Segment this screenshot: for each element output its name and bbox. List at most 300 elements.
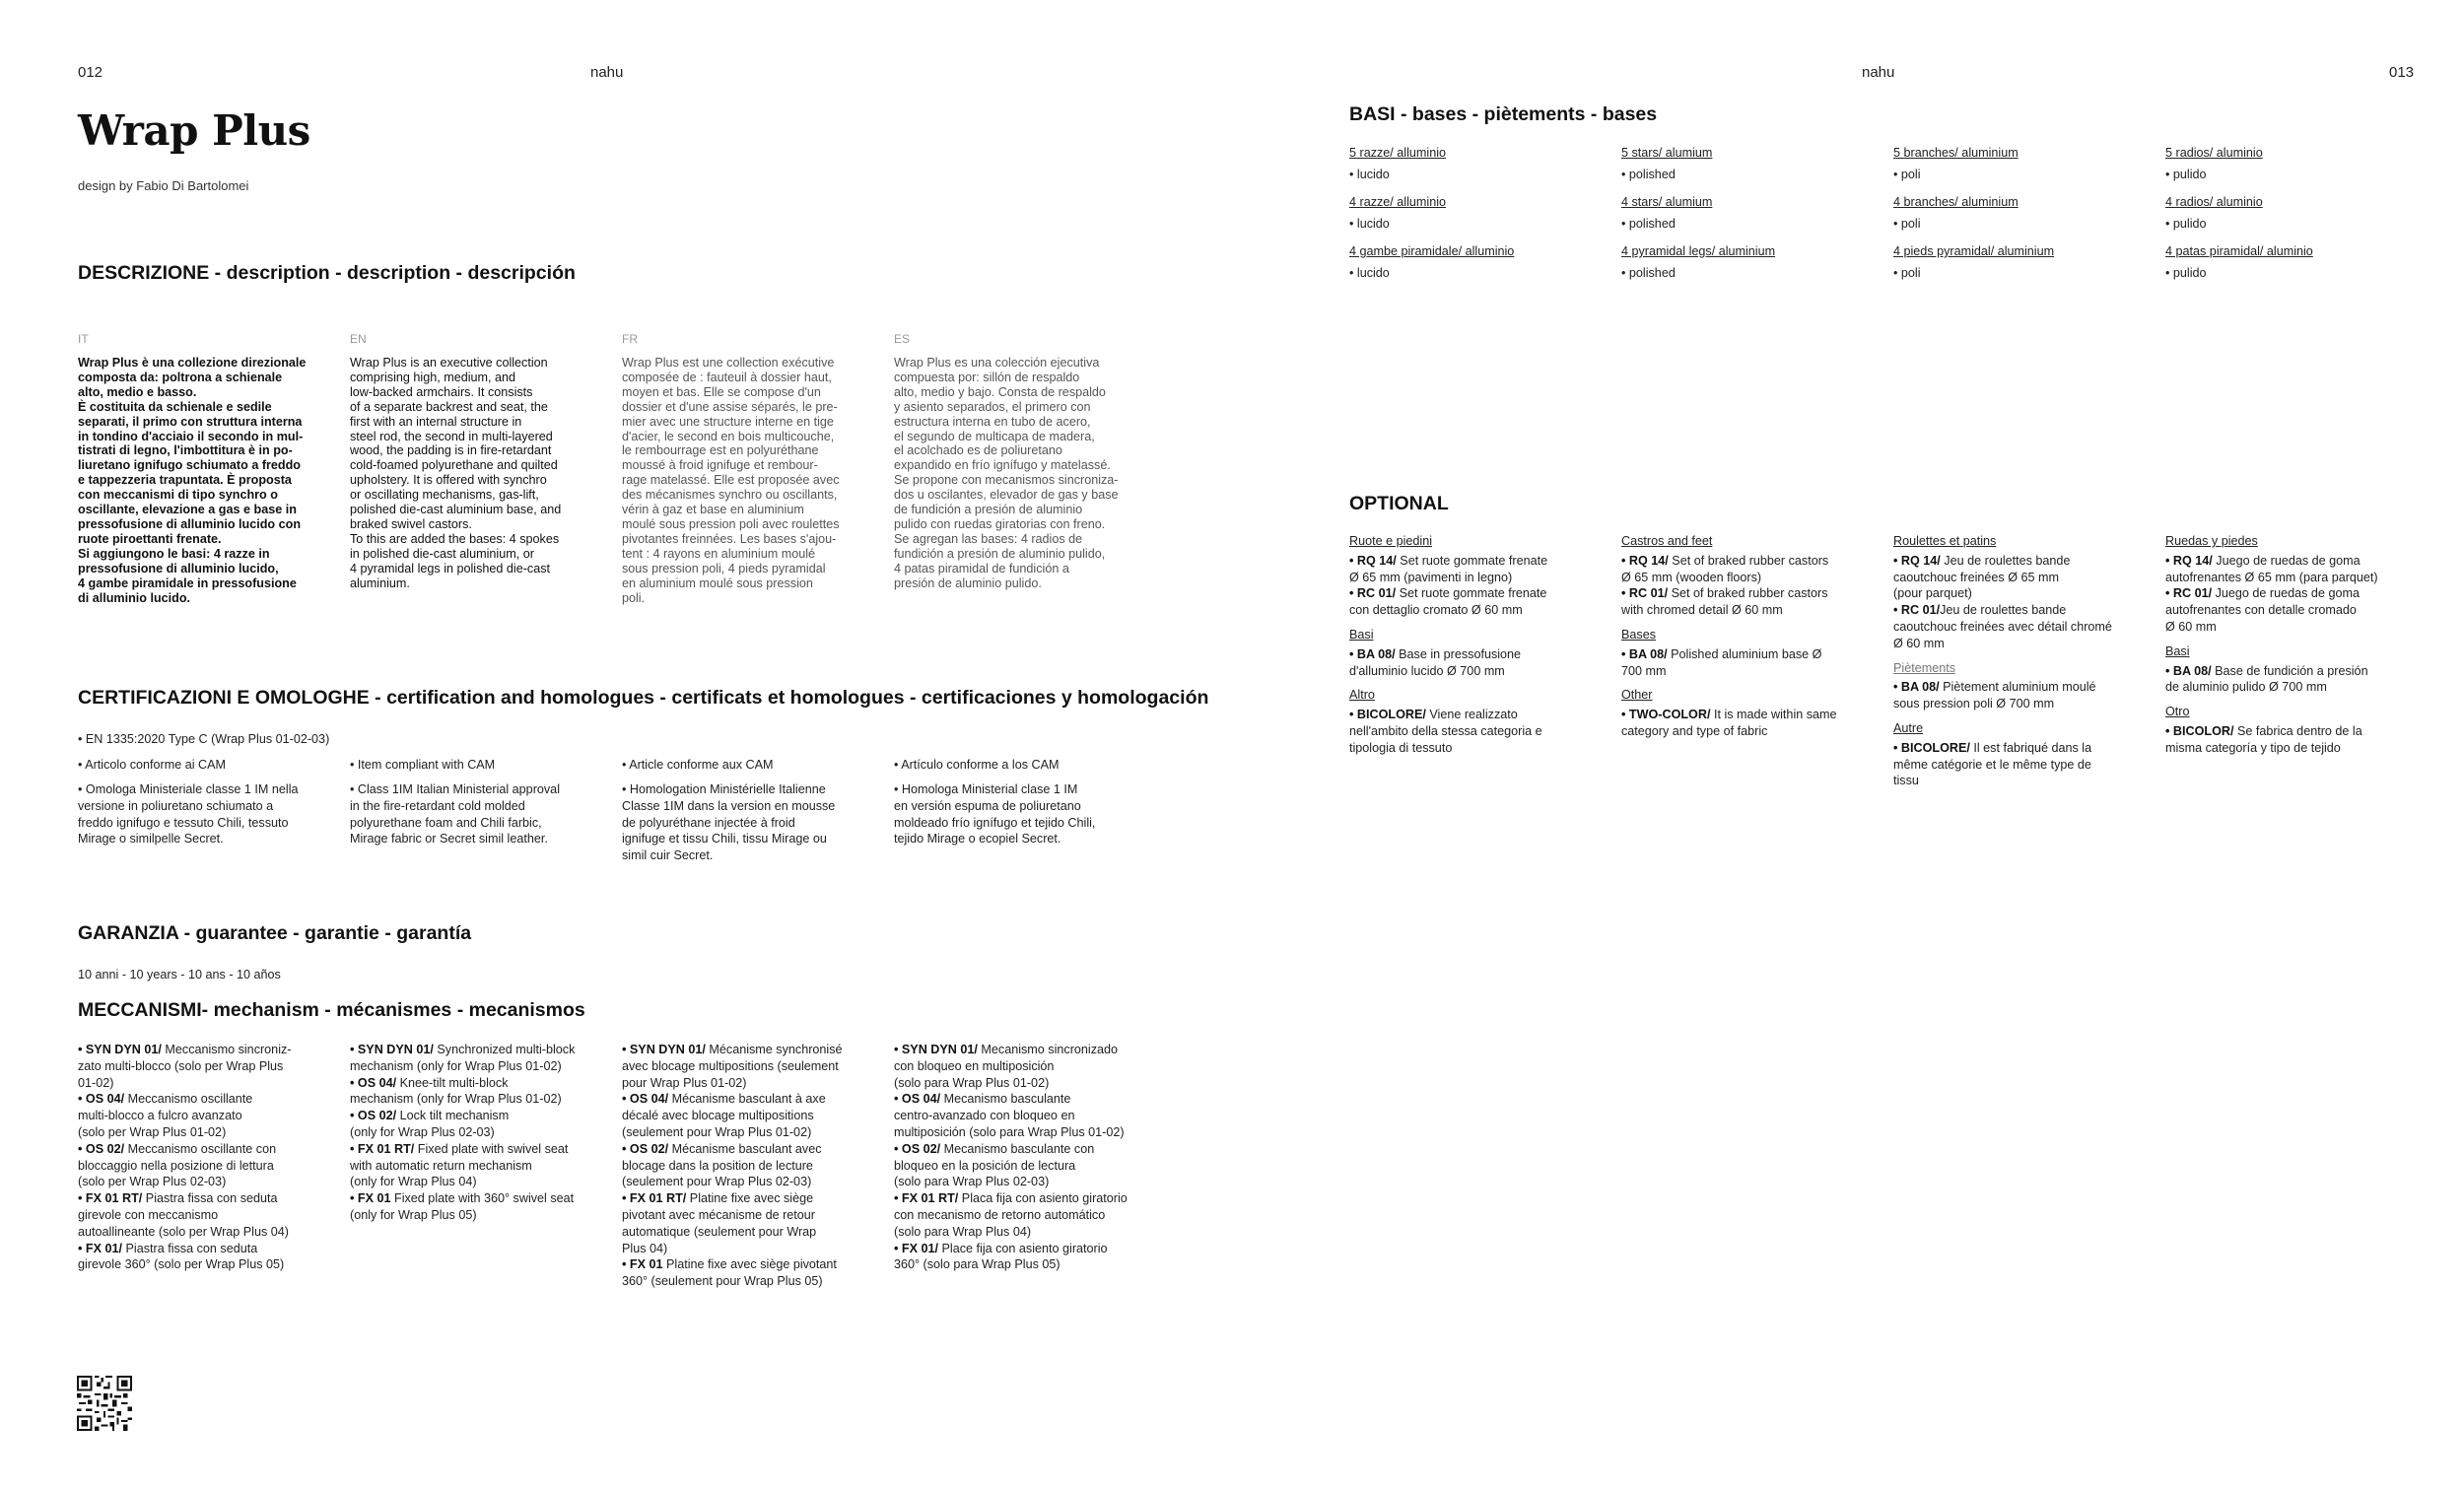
text-line: multiposición (solo para Wrap Plus 01-02) bbox=[894, 1124, 1125, 1139]
text-line: tejido Mirage o ecopiel Secret. bbox=[894, 832, 1061, 846]
item-line bbox=[622, 1141, 883, 1158]
item-text: Mecanismo basculante con bbox=[940, 1141, 1095, 1156]
item-line bbox=[2165, 553, 2422, 570]
text-line: Ø 65 mm (pavimenti in legno) bbox=[1349, 570, 1513, 584]
text-line: first with an internal structure in bbox=[350, 414, 522, 429]
qr-code-icon bbox=[77, 1376, 132, 1431]
optional-list bbox=[2165, 533, 2422, 757]
item-line bbox=[2165, 663, 2422, 680]
text-line: Wrap Plus is an executive collection bbox=[350, 356, 548, 370]
text-line: tissu bbox=[1893, 774, 1919, 788]
text-line: • Homologation Ministérielle Italienne bbox=[622, 782, 826, 796]
mechanism-list bbox=[894, 1042, 1155, 1273]
base-finish: • lucido bbox=[1349, 217, 1390, 231]
optional-list bbox=[1349, 533, 1606, 757]
mechanism-list bbox=[350, 1042, 611, 1224]
text-line: bloccaggio nella posizione di lettura bbox=[78, 1158, 274, 1173]
product-title: Wrap Plus bbox=[78, 106, 310, 155]
base-name: 4 pyramidal legs/ aluminium bbox=[1621, 244, 1776, 258]
spacer bbox=[1893, 712, 2150, 720]
item-line bbox=[1349, 585, 1606, 602]
text-line: compuesta por: sillón de respaldo bbox=[894, 370, 1080, 384]
text-line: pressofusione di alluminio lucido, bbox=[78, 561, 279, 575]
text-line: alto, medio y bajo. Consta de respaldo bbox=[894, 384, 1106, 399]
item-text: Mécanisme basculant à axe bbox=[668, 1092, 826, 1107]
optional-group-title: Otro bbox=[2165, 705, 2190, 719]
item-text: Knee-tilt multi-block bbox=[396, 1075, 509, 1090]
text-line: 4 patas piramidal de fundición a bbox=[894, 561, 1069, 575]
optional-group-title: Piètements bbox=[1893, 660, 1955, 675]
item-line bbox=[894, 1241, 1155, 1257]
base-finish: • lucido bbox=[1349, 168, 1390, 181]
text-line: nell'ambito della stessa categoria e bbox=[1349, 723, 1542, 738]
text-line: Ø 60 mm bbox=[2165, 619, 2217, 634]
text-line: mechanism (only for Wrap Plus 01-02) bbox=[350, 1058, 562, 1073]
description-text bbox=[894, 356, 1158, 591]
text-line: décalé avec blocage multipositions bbox=[622, 1109, 814, 1123]
text-line: ruote piroettanti frenate. bbox=[78, 531, 222, 546]
item-text: Il est fabriqué dans la bbox=[1969, 740, 2092, 755]
item-text: Fixed plate with swivel seat bbox=[414, 1141, 569, 1156]
item-text: Mécanisme basculant avec bbox=[668, 1141, 822, 1156]
text-line: upholstery. It is offered with synchro bbox=[350, 473, 547, 488]
item-text: Platine fixe avec siège bbox=[686, 1191, 814, 1206]
mechanism-list bbox=[78, 1042, 339, 1273]
item-text: Set of braked rubber castors bbox=[1668, 553, 1829, 568]
item-code: • BICOLORE/ bbox=[1893, 740, 1970, 755]
item-code: • RC 01/ bbox=[1621, 586, 1669, 601]
item-code: • FX 01 bbox=[622, 1257, 663, 1272]
text-line: fundición a presión de aluminio pulido, bbox=[894, 546, 1106, 561]
optional-group-title: Roulettes et patins bbox=[1893, 534, 1997, 548]
cam-compliance: • Article conforme aux CAM bbox=[622, 758, 774, 772]
item-text: Synchronized multi-block bbox=[433, 1043, 576, 1056]
text-line: misma categoría y tipo de tejido bbox=[2165, 740, 2341, 755]
base-name: 4 radios/ aluminio bbox=[2165, 195, 2263, 209]
item-code: • SYN DYN 01/ bbox=[350, 1043, 434, 1056]
item-text: Placa fija con asiento giratorio bbox=[958, 1191, 1128, 1206]
optional-group-title: Ruedas y piedes bbox=[2165, 534, 2258, 548]
text-line: 360° (seulement pour Wrap Plus 05) bbox=[622, 1274, 823, 1289]
text-line: moldeado frío ignífugo et tejido Chili, bbox=[894, 815, 1096, 830]
text-line: with automatic return mechanism bbox=[350, 1158, 532, 1173]
item-code: • BA 08/ bbox=[1349, 646, 1396, 661]
item-text: Set ruote gommate frenate bbox=[1396, 553, 1548, 568]
homologation-text bbox=[622, 781, 873, 864]
item-code: • BICOLOR/ bbox=[2165, 723, 2234, 738]
item-text: It is made within same bbox=[1710, 708, 1837, 722]
text-line: comprising high, medium, and bbox=[350, 370, 515, 384]
item-text: Juego de ruedas de goma bbox=[2212, 586, 2360, 601]
text-line: braked swivel castors. bbox=[350, 516, 472, 531]
item-text: Piastra fissa con seduta bbox=[122, 1241, 258, 1255]
item-text: Meccanismo oscillante con bbox=[124, 1141, 277, 1156]
text-line: mechanism (only for Wrap Plus 01-02) bbox=[350, 1092, 562, 1107]
text-line: 360° (solo para Wrap Plus 05) bbox=[894, 1257, 1061, 1272]
item-line bbox=[2165, 723, 2422, 740]
item-code: • RC 01/ bbox=[1893, 603, 1941, 618]
item-line bbox=[1349, 553, 1606, 570]
text-line: polished die-cast aluminium base, and bbox=[350, 503, 562, 517]
text-line: con mecanismo de retorno automático bbox=[894, 1207, 1106, 1222]
text-line: tent : 4 rayons en aluminium moulé bbox=[622, 546, 816, 561]
optional-group-title: Basi bbox=[1349, 627, 1374, 642]
item-code: • OS 04/ bbox=[78, 1092, 125, 1107]
text-line: avec blocage multipositions (seulement bbox=[622, 1058, 839, 1073]
item-line bbox=[1621, 553, 1878, 570]
text-line: caoutchouc freinées Ø 65 mm bbox=[1893, 570, 2059, 584]
spacer bbox=[1349, 679, 1606, 687]
item-line bbox=[894, 1141, 1155, 1158]
description-text bbox=[78, 356, 342, 605]
base-name: 5 stars/ alumium bbox=[1621, 146, 1713, 160]
text-line: de fundición a presión de aluminio bbox=[894, 503, 1083, 517]
item-code: • BA 08/ bbox=[1621, 646, 1668, 661]
base-finish: • polished bbox=[1621, 168, 1676, 181]
item-line bbox=[894, 1190, 1155, 1207]
text-line: in the fire-retardant cold molded bbox=[350, 798, 525, 813]
item-code: • FX 01 RT/ bbox=[622, 1191, 687, 1206]
item-text: Jeu de roulettes bande bbox=[1940, 553, 2071, 568]
language-label: EN bbox=[350, 332, 367, 346]
text-line: blocage dans la position de lecture bbox=[622, 1158, 813, 1173]
text-line: cold-foamed polyurethane and quilted bbox=[350, 458, 558, 473]
item-text: Place fija con asiento giratorio bbox=[938, 1241, 1108, 1255]
text-line: (only for Wrap Plus 05) bbox=[350, 1207, 477, 1222]
base-finish: • pulido bbox=[2165, 217, 2207, 231]
item-code: • RQ 14/ bbox=[1893, 553, 1941, 568]
item-text: Base in pressofusione bbox=[1395, 646, 1522, 661]
language-label: ES bbox=[894, 332, 911, 346]
base-name: 4 gambe piramidale/ alluminio bbox=[1349, 244, 1515, 258]
text-line: liuretano ignifugo schiumato a freddo bbox=[78, 458, 301, 473]
brand-left: nahu bbox=[590, 64, 624, 81]
item-code: • FX 01/ bbox=[78, 1241, 123, 1255]
text-line: Wrap Plus est une collection exécutive bbox=[622, 356, 835, 370]
text-line: girevole con meccanismo bbox=[78, 1207, 219, 1222]
text-line: e tappezzeria trapuntata. È proposta bbox=[78, 473, 292, 488]
item-code: • TWO-COLOR/ bbox=[1621, 708, 1711, 722]
text-line: el segundo de multicapa de madera, bbox=[894, 429, 1095, 443]
item-code: • RC 01/ bbox=[2165, 586, 2213, 601]
text-line: oscillante, elevazione a gas e base in bbox=[78, 503, 297, 517]
text-line: 01-02) bbox=[78, 1075, 114, 1090]
text-line: autofrenantes con detalle cromado bbox=[2165, 603, 2357, 618]
homologation-text bbox=[350, 781, 601, 847]
text-line: moyen et bas. Elle se compose d'un bbox=[622, 384, 821, 399]
item-line bbox=[1893, 679, 2150, 696]
mechanism-heading: MECCANISMI- mechanism - mécanismes - mecanismos bbox=[78, 999, 585, 1021]
item-text: Piètement aluminium moulé bbox=[1939, 680, 2096, 695]
text-line: (solo per Wrap Plus 02-03) bbox=[78, 1175, 227, 1189]
language-label: FR bbox=[622, 332, 638, 346]
spacer bbox=[1621, 619, 1878, 627]
optional-group-title: Autre bbox=[1893, 720, 1924, 735]
item-line bbox=[78, 1141, 339, 1158]
text-line: d'acier, le second en bois multicouche, bbox=[622, 429, 835, 443]
item-line bbox=[350, 1190, 611, 1207]
certification-standard: • EN 1335:2020 Type C (Wrap Plus 01-02-03) bbox=[78, 732, 330, 746]
spacer bbox=[1621, 679, 1878, 687]
text-line: autofrenantes Ø 65 mm (para parquet) bbox=[2165, 570, 2378, 584]
text-line: girevole 360° (solo per Wrap Plus 05) bbox=[78, 1257, 285, 1272]
text-line: sous pression poli, 4 pieds pyramidal bbox=[622, 561, 826, 575]
text-line: category and type of fabric bbox=[1621, 723, 1768, 738]
item-line bbox=[1621, 646, 1878, 663]
optional-list bbox=[1621, 533, 1878, 740]
base-name: 5 branches/ aluminium bbox=[1893, 146, 2019, 160]
description-text bbox=[350, 356, 614, 591]
optional-group-title: Altro bbox=[1349, 688, 1375, 703]
description-heading: DESCRIZIONE - description - description - descripción bbox=[78, 262, 576, 284]
text-line: de polyuréthane injectée à froid bbox=[622, 815, 795, 830]
item-code: • OS 04/ bbox=[350, 1075, 397, 1090]
text-line: polyurethane foam and Chili farbic, bbox=[350, 815, 542, 830]
text-line: autoallineante (solo per Wrap Plus 04) bbox=[78, 1224, 289, 1239]
text-line: freddo ignifugo e tessuto Chili, tessuto bbox=[78, 815, 289, 830]
text-line: con dettaglio cromato Ø 60 mm bbox=[1349, 603, 1523, 618]
item-code: • FX 01 RT/ bbox=[350, 1141, 415, 1156]
item-code: • BA 08/ bbox=[1893, 680, 1940, 695]
text-line: low-backed armchairs. It consists bbox=[350, 384, 533, 399]
base-finish: • lucido bbox=[1349, 266, 1390, 280]
text-line: des mécanismes synchro ou oscillants, bbox=[622, 488, 838, 503]
text-line: d'alluminio lucido Ø 700 mm bbox=[1349, 663, 1505, 678]
base-finish: • polished bbox=[1621, 266, 1676, 280]
item-code: • BICOLORE/ bbox=[1349, 708, 1426, 722]
text-line: en versión espuma de poliuretano bbox=[894, 798, 1081, 813]
item-code: • OS 02/ bbox=[78, 1141, 125, 1156]
text-line: composta da: poltrona a schienale bbox=[78, 370, 283, 384]
warranty-heading: GARANZIA - guarantee - garantie - garantía bbox=[78, 922, 472, 944]
item-code: • FX 01 RT/ bbox=[78, 1191, 143, 1206]
item-line bbox=[1621, 585, 1878, 602]
text-line: (solo per Wrap Plus 01-02) bbox=[78, 1124, 227, 1139]
item-code: • OS 02/ bbox=[622, 1141, 669, 1156]
text-line: pour Wrap Plus 01-02) bbox=[622, 1075, 747, 1090]
base-finish: • pulido bbox=[2165, 168, 2207, 181]
text-line: Wrap Plus è una collezione direzionale bbox=[78, 356, 307, 370]
text-line: simil cuir Secret. bbox=[622, 848, 714, 863]
text-line: Wrap Plus es una colección ejecutiva bbox=[894, 356, 1100, 370]
page-number-left: 012 bbox=[78, 64, 103, 81]
item-line bbox=[622, 1190, 883, 1207]
text-line: bloqueo en la posición de lectura bbox=[894, 1158, 1076, 1173]
description-text bbox=[622, 356, 886, 605]
text-line: wood, the padding is in fire-retardant bbox=[350, 443, 552, 458]
text-line: estructura interna en tubo de acero, bbox=[894, 414, 1091, 429]
item-code: • SYN DYN 01/ bbox=[622, 1043, 706, 1056]
item-code: • OS 02/ bbox=[350, 1109, 397, 1123]
spacer bbox=[2165, 696, 2422, 704]
text-line: di alluminio lucido. bbox=[78, 590, 191, 605]
base-finish: • poli bbox=[1893, 168, 1921, 181]
homologation-text bbox=[894, 781, 1145, 847]
text-line: con meccanismi di tipo synchro o bbox=[78, 488, 278, 503]
base-finish: • poli bbox=[1893, 217, 1921, 231]
item-text: Meccanismo sincroniz- bbox=[161, 1043, 292, 1056]
item-line bbox=[350, 1108, 611, 1124]
item-code: • OS 02/ bbox=[894, 1141, 941, 1156]
text-line: vérin à gaz et base en aluminium bbox=[622, 503, 804, 517]
cam-compliance: • Articolo conforme ai CAM bbox=[78, 758, 226, 772]
text-line: 4 pyramidal legs in polished die-cast bbox=[350, 561, 551, 575]
text-line: Mirage o similpelle Secret. bbox=[78, 832, 224, 846]
cam-compliance: • Item compliant with CAM bbox=[350, 758, 496, 772]
base-name: 4 patas piramidal/ aluminio bbox=[2165, 244, 2313, 258]
item-text: Mecanismo basculante bbox=[940, 1092, 1071, 1107]
text-line: dossier et d'une assise séparés, le pre- bbox=[622, 399, 838, 414]
base-name: 4 branches/ aluminium bbox=[1893, 195, 2019, 209]
text-line: tipologia di tessuto bbox=[1349, 740, 1453, 755]
optional-group-title: Ruote e piedini bbox=[1349, 534, 1433, 548]
item-line bbox=[1893, 602, 2150, 619]
text-line: tistrati di legno, l'imbottitura è in po- bbox=[78, 443, 293, 458]
item-code: • RQ 14/ bbox=[1621, 553, 1669, 568]
text-line: sous pression poli Ø 700 mm bbox=[1893, 697, 2055, 711]
item-line bbox=[622, 1091, 883, 1108]
item-line bbox=[2165, 585, 2422, 602]
text-line: (seulement pour Wrap Plus 02-03) bbox=[622, 1175, 812, 1189]
item-text: Lock tilt mechanism bbox=[396, 1109, 510, 1123]
item-code: • RC 01/ bbox=[1349, 586, 1397, 601]
optional-list bbox=[1893, 533, 2150, 789]
optional-heading: OPTIONAL bbox=[1349, 493, 1449, 514]
item-text: Base de fundición a presión bbox=[2211, 663, 2368, 678]
text-line: Si aggiungono le basi: 4 razze in bbox=[78, 546, 270, 561]
homologation-text bbox=[78, 781, 329, 847]
item-line bbox=[622, 1256, 883, 1273]
text-line: • Omologa Ministeriale classe 1 IM nella bbox=[78, 782, 299, 796]
item-line bbox=[894, 1091, 1155, 1108]
item-line bbox=[894, 1042, 1155, 1058]
optional-group-title: Other bbox=[1621, 688, 1653, 703]
text-line: Mirage fabric or Secret simil leather. bbox=[350, 832, 548, 846]
text-line: moussé à froid ignifuge et rembour- bbox=[622, 458, 818, 473]
text-line: expandido en frío ignífugo y matelassé. bbox=[894, 458, 1111, 473]
text-line: composée de : fauteuil à dossier haut, bbox=[622, 370, 832, 384]
item-line bbox=[1621, 707, 1878, 723]
item-text: Mecanismo sincronizado bbox=[977, 1043, 1118, 1056]
text-line: (solo para Wrap Plus 02-03) bbox=[894, 1175, 1050, 1189]
text-line: ignifuge et tissu Chili, tissu Mirage ou bbox=[622, 832, 827, 846]
text-line: presión de aluminio pulido. bbox=[894, 575, 1042, 590]
text-line: pulido con ruedas giratorias con freno. bbox=[894, 516, 1106, 531]
item-code: • OS 04/ bbox=[894, 1092, 941, 1107]
item-text: Meccanismo oscillante bbox=[124, 1092, 253, 1107]
item-line bbox=[1349, 646, 1606, 663]
text-line: 700 mm bbox=[1621, 663, 1667, 678]
item-code: • RQ 14/ bbox=[2165, 553, 2213, 568]
text-line: or oscillating mechanisms, gas-lift, bbox=[350, 488, 539, 503]
item-text: Viene realizzato bbox=[1425, 708, 1518, 722]
text-line: È costituita da schienale e sedile bbox=[78, 399, 272, 414]
base-name: 5 razze/ alluminio bbox=[1349, 146, 1446, 160]
text-line: versione in poliuretano schiumato a bbox=[78, 798, 274, 813]
text-line: Plus 04) bbox=[622, 1241, 668, 1255]
item-code: • FX 01/ bbox=[894, 1241, 939, 1255]
text-line: le rembourrage est en polyuréthane bbox=[622, 443, 819, 458]
optional-group-title: Bases bbox=[1621, 627, 1657, 642]
base-finish: • poli bbox=[1893, 266, 1921, 280]
text-line: zato multi-blocco (solo per Wrap Plus bbox=[78, 1058, 284, 1073]
item-text: Jeu de roulettes bande bbox=[1940, 603, 2067, 618]
text-line: (pour parquet) bbox=[1893, 586, 1972, 601]
brand-right: nahu bbox=[1862, 64, 1895, 81]
base-name: 4 pieds pyramidal/ aluminium bbox=[1893, 244, 2055, 258]
text-line: Ø 65 mm (wooden floors) bbox=[1621, 570, 1762, 584]
optional-group-title: Basi bbox=[2165, 643, 2190, 658]
base-name: 5 radios/ aluminio bbox=[2165, 146, 2263, 160]
text-line: • Homologa Ministerial clase 1 IM bbox=[894, 782, 1078, 796]
text-line: pivotant avec mécanisme de retour bbox=[622, 1207, 816, 1222]
item-text: Platine fixe avec siège pivotant bbox=[662, 1257, 837, 1272]
item-line bbox=[350, 1042, 611, 1058]
text-line: même catégorie et le même type de bbox=[1893, 757, 2091, 772]
text-line: en aluminium moulé sous pression bbox=[622, 575, 813, 590]
base-finish: • pulido bbox=[2165, 266, 2207, 280]
item-text: Mécanisme synchronisé bbox=[705, 1043, 843, 1056]
base-name: 4 razze/ alluminio bbox=[1349, 195, 1446, 209]
page-number-right: 013 bbox=[2389, 64, 2415, 81]
text-line: of a separate backrest and seat, the bbox=[350, 399, 548, 414]
text-line: con bloqueo en multiposición bbox=[894, 1058, 1055, 1073]
item-line bbox=[350, 1141, 611, 1158]
text-line: moulé sous pression poli avec roulettes bbox=[622, 516, 840, 531]
text-line: aluminium. bbox=[350, 575, 410, 590]
item-line bbox=[78, 1241, 339, 1257]
text-line: (seulement pour Wrap Plus 01-02) bbox=[622, 1124, 812, 1139]
item-line bbox=[1349, 707, 1606, 723]
text-line: multi-blocco a fulcro avanzato bbox=[78, 1109, 242, 1123]
text-line: Se propone con mecanismos sincroniza- bbox=[894, 473, 1119, 488]
text-line: mier avec une structure interne en tige bbox=[622, 414, 834, 429]
text-line: rage matelassé. Elle est proposée avec bbox=[622, 473, 840, 488]
base-name: 4 stars/ alumium bbox=[1621, 195, 1713, 209]
text-line: (only for Wrap Plus 04) bbox=[350, 1175, 477, 1189]
item-line bbox=[350, 1075, 611, 1092]
base-finish: • polished bbox=[1621, 217, 1676, 231]
item-line bbox=[622, 1042, 883, 1058]
item-text: Set ruote gommate frenate bbox=[1396, 586, 1547, 601]
text-line: pivotantes freinnées. Les bases s'ajou- bbox=[622, 531, 837, 546]
item-line bbox=[1893, 740, 2150, 757]
item-code: • BA 08/ bbox=[2165, 663, 2212, 678]
text-line: centro-avanzado con bloqueo en bbox=[894, 1109, 1075, 1123]
text-line: To this are added the bases: 4 spokes bbox=[350, 531, 560, 546]
text-line: automatique (seulement pour Wrap bbox=[622, 1224, 817, 1239]
text-line: Ø 60 mm bbox=[1893, 636, 1945, 650]
text-line: with chromed detail Ø 60 mm bbox=[1621, 603, 1783, 618]
text-line: poli. bbox=[622, 590, 646, 605]
text-line: el acolchado es de poliuretano bbox=[894, 443, 1062, 458]
item-line bbox=[1893, 553, 2150, 570]
item-code: • SYN DYN 01/ bbox=[894, 1043, 978, 1056]
cam-compliance: • Artículo conforme a los CAM bbox=[894, 758, 1060, 772]
text-line: Classe 1IM dans la version en mousse bbox=[622, 798, 836, 813]
text-line: separati, il primo con struttura interna bbox=[78, 414, 303, 429]
text-line: pressofusione di alluminio lucido con bbox=[78, 516, 302, 531]
item-text: Juego de ruedas de goma bbox=[2212, 553, 2361, 568]
spacer bbox=[1349, 619, 1606, 627]
text-line: 4 gambe piramidale in pressofusione bbox=[78, 575, 297, 590]
certification-heading: CERTIFICAZIONI E OMOLOGHE - certification and homologues - certificats et homologues - certificaciones y homologación bbox=[78, 687, 1209, 709]
optional-group-title: Castros and feet bbox=[1621, 534, 1713, 548]
item-line bbox=[78, 1190, 339, 1207]
spacer bbox=[1893, 652, 2150, 660]
text-line: in tondino d'acciaio il secondo in mul- bbox=[78, 429, 304, 443]
item-text: Fixed plate with 360° swivel seat bbox=[390, 1191, 575, 1206]
